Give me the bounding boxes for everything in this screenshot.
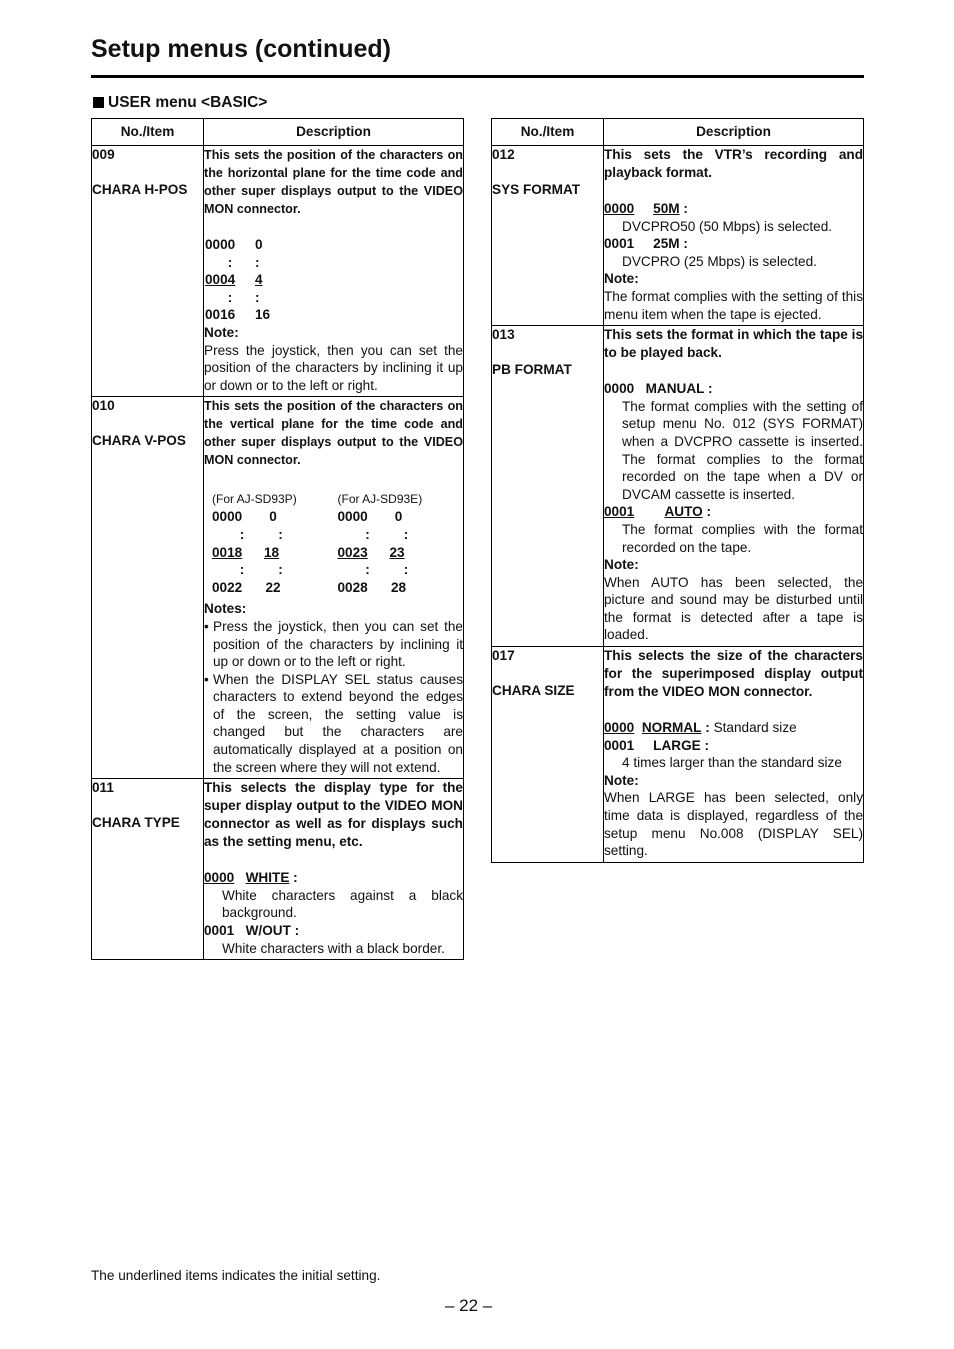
item-no-cell	[492, 647, 604, 863]
range-ellipsis: :	[365, 526, 370, 542]
note-text: When LARGE has been selected, only time data is displayed, regardless of the setup menu No.008 (DISPLAY SEL) setting.	[604, 790, 863, 859]
note-label: Note:	[604, 557, 639, 573]
item-name: PB FORMAT	[492, 362, 572, 378]
table-row-017	[492, 647, 864, 863]
option-text: The format complies with the setting of setup menu No. 012 (SYS FORMAT) when a DVCPRO cassette is inserted. The format complies to the format recorded on the tape when a DV or DVCAM cassette is inserted.	[622, 398, 863, 502]
range-code: 0000	[212, 509, 243, 525]
range-ellipsis: :	[227, 254, 233, 270]
range-ellipsis: :	[365, 562, 370, 578]
range-value: 0	[269, 509, 277, 525]
option-code: 0000	[604, 201, 635, 216]
option-0000	[204, 869, 463, 887]
option-name: 25M :	[653, 236, 688, 252]
table-row-013	[492, 326, 864, 647]
item-description-cell	[204, 397, 464, 779]
range-block-sd93p	[212, 491, 338, 596]
model-caption: (For AJ-SD93E)	[337, 492, 423, 507]
range-value: 0	[255, 237, 263, 252]
option-text: White characters with a black border.	[222, 940, 445, 956]
page-number: – 22 –	[445, 1296, 493, 1315]
square-bullet-icon	[93, 97, 104, 108]
header-no-item: No./Item	[492, 119, 604, 146]
item-no-cell	[92, 779, 204, 960]
option-name: 50M	[653, 201, 680, 216]
note-bullet	[204, 671, 463, 777]
item-description-cell	[604, 146, 864, 326]
option-text: DVCPRO50 (50 Mbps) is selected.	[622, 218, 833, 234]
page-title: Setup menus (continued)	[91, 35, 391, 63]
description-lead: This selects the display type for the super display output to the VIDEO MON connector as well as for displays such as the setting menu, etc.	[204, 780, 463, 850]
option-inline-text: Standard size	[713, 720, 797, 736]
option-0000	[604, 380, 863, 398]
option-text: 4 times larger than the standard size	[622, 755, 842, 771]
note-text: Press the joystick, then you can set the position of the characters by inclining it up or down or to the left or right.	[204, 342, 463, 393]
item-no-cell	[492, 326, 604, 647]
range-code: 0000	[205, 237, 236, 252]
option-code: 0000	[604, 381, 635, 397]
note-label: Note:	[604, 271, 639, 287]
table-header-row	[92, 119, 464, 146]
item-name: CHARA V-POS	[92, 433, 186, 449]
range-ellipsis: :	[239, 562, 245, 578]
option-name: W/OUT :	[245, 923, 300, 939]
note-text: Press the joystick, then you can set the position of the characters by inclining it up or down or to the left or right.	[213, 618, 463, 670]
footnote: The underlined items indicates the initial setting.	[91, 1268, 381, 1283]
item-number: 017	[492, 648, 515, 664]
range-ellipsis: :	[278, 526, 283, 542]
option-text: White characters against a black background.	[222, 887, 463, 921]
note-text: When the DISPLAY SEL status causes characters to extend beyond the edges of the screen, the setting value is changed but the characters are automatically displayed at a position on the screen where they will not extend.	[213, 671, 463, 775]
notes-label: Notes:	[204, 601, 247, 617]
option-name: WHITE	[245, 870, 290, 886]
item-name: CHARA SIZE	[492, 683, 575, 699]
item-description-cell	[604, 326, 864, 647]
range-ellipsis: :	[403, 526, 409, 542]
description-lead: This sets the position of the characters on the horizontal plane for the time code and other super displays output to the VIDEO MON connector.	[204, 148, 463, 216]
range-value: 16	[255, 307, 271, 323]
item-number: 012	[492, 147, 515, 162]
range-ellipsis: :	[403, 562, 409, 578]
description-lead: This sets the VTR’s recording and playback format.	[604, 147, 863, 180]
range-code-default: 0004	[205, 272, 236, 288]
note-bullet	[204, 618, 463, 671]
description-lead: This selects the size of the characters for the superimposed display output from the VIDEO MON connector.	[604, 648, 863, 700]
item-number: 010	[92, 398, 115, 414]
header-no-item: No./Item	[92, 119, 204, 146]
table-row-009	[92, 146, 464, 397]
option-name: NORMAL	[641, 720, 702, 736]
item-number: 013	[492, 327, 515, 343]
range-code-default: 0018	[212, 544, 243, 560]
option-0001	[204, 922, 463, 940]
range-value-default: 18	[264, 544, 280, 560]
range-value: 0	[394, 509, 403, 525]
range-code: 0016	[205, 307, 236, 323]
range-ellipsis: :	[278, 562, 283, 578]
note-label: Note:	[604, 772, 639, 788]
table-row-012	[492, 146, 864, 326]
range-value: 22	[265, 579, 281, 595]
item-description-cell	[204, 779, 464, 960]
option-colon: :	[705, 720, 710, 736]
range-code: 0000	[337, 509, 368, 525]
range-ellipsis: :	[255, 254, 260, 270]
option-code: 0001	[604, 737, 635, 753]
option-code: 0001	[204, 923, 235, 939]
option-colon: :	[683, 201, 688, 216]
item-number: 009	[92, 147, 115, 162]
section-heading	[93, 94, 267, 112]
section-title: USER menu <BASIC>	[108, 94, 268, 111]
item-description-cell	[204, 146, 464, 397]
item-no-cell	[492, 146, 604, 326]
item-no-cell	[92, 146, 204, 397]
option-text: The format complies with the format recorded on the tape.	[622, 521, 863, 555]
header-description: Description	[204, 119, 464, 146]
option-colon: :	[293, 870, 298, 886]
value-range	[205, 236, 295, 324]
table-header-row	[492, 119, 864, 146]
item-name: CHARA TYPE	[92, 815, 180, 831]
option-code: 0001	[604, 504, 635, 520]
option-0001	[604, 503, 863, 521]
user-menu-table-left	[91, 118, 464, 960]
description-lead: This sets the format in which the tape is to be played back.	[604, 327, 863, 361]
table-row-011	[92, 779, 464, 960]
item-no-cell	[92, 397, 204, 779]
header-description: Description	[604, 119, 864, 146]
option-code: 0000	[604, 720, 635, 736]
range-value-default: 23	[389, 544, 405, 560]
note-label: Note:	[204, 324, 239, 340]
table-row-010	[92, 397, 464, 779]
note-text: The format complies with the setting of this menu item when the tape is ejected.	[604, 288, 863, 322]
value-ranges-by-model	[204, 491, 463, 596]
bullet-dot-icon: •	[204, 671, 209, 687]
option-0000	[604, 719, 863, 737]
range-ellipsis: :	[239, 526, 245, 542]
item-number: 011	[92, 780, 114, 796]
range-value: 28	[390, 579, 407, 595]
option-name: MANUAL :	[645, 381, 713, 397]
range-ellipsis: :	[255, 289, 260, 305]
range-code: 0022	[212, 579, 243, 595]
option-0001	[604, 235, 863, 253]
item-name: SYS FORMAT	[492, 182, 581, 197]
description-lead: This sets the position of the characters on the vertical plane for the time code and other super displays output to the VIDEO MON connector.	[204, 399, 463, 468]
option-0001	[604, 737, 863, 755]
range-code-default: 0023	[337, 544, 368, 560]
range-code: 0028	[337, 579, 368, 595]
range-value-default: 4	[255, 272, 263, 288]
model-caption: (For AJ-SD93P)	[212, 492, 297, 507]
range-block-sd93e	[338, 491, 464, 596]
option-text: DVCPRO (25 Mbps) is selected.	[622, 253, 817, 269]
option-colon: :	[706, 504, 712, 520]
bullet-dot-icon: •	[204, 618, 209, 634]
option-code: 0000	[204, 870, 235, 886]
option-0000	[604, 200, 863, 218]
title-rule	[91, 75, 864, 78]
option-name: LARGE :	[653, 737, 710, 753]
option-code: 0001	[604, 236, 635, 252]
user-menu-table-right	[491, 118, 864, 863]
range-ellipsis: :	[227, 289, 233, 305]
item-description-cell	[604, 647, 864, 863]
option-name: AUTO	[664, 504, 703, 520]
item-name: CHARA H-POS	[92, 182, 188, 197]
note-text: When AUTO has been selected, the picture and sound may be disturbed until the format is detected after a tape is loaded.	[604, 574, 863, 643]
